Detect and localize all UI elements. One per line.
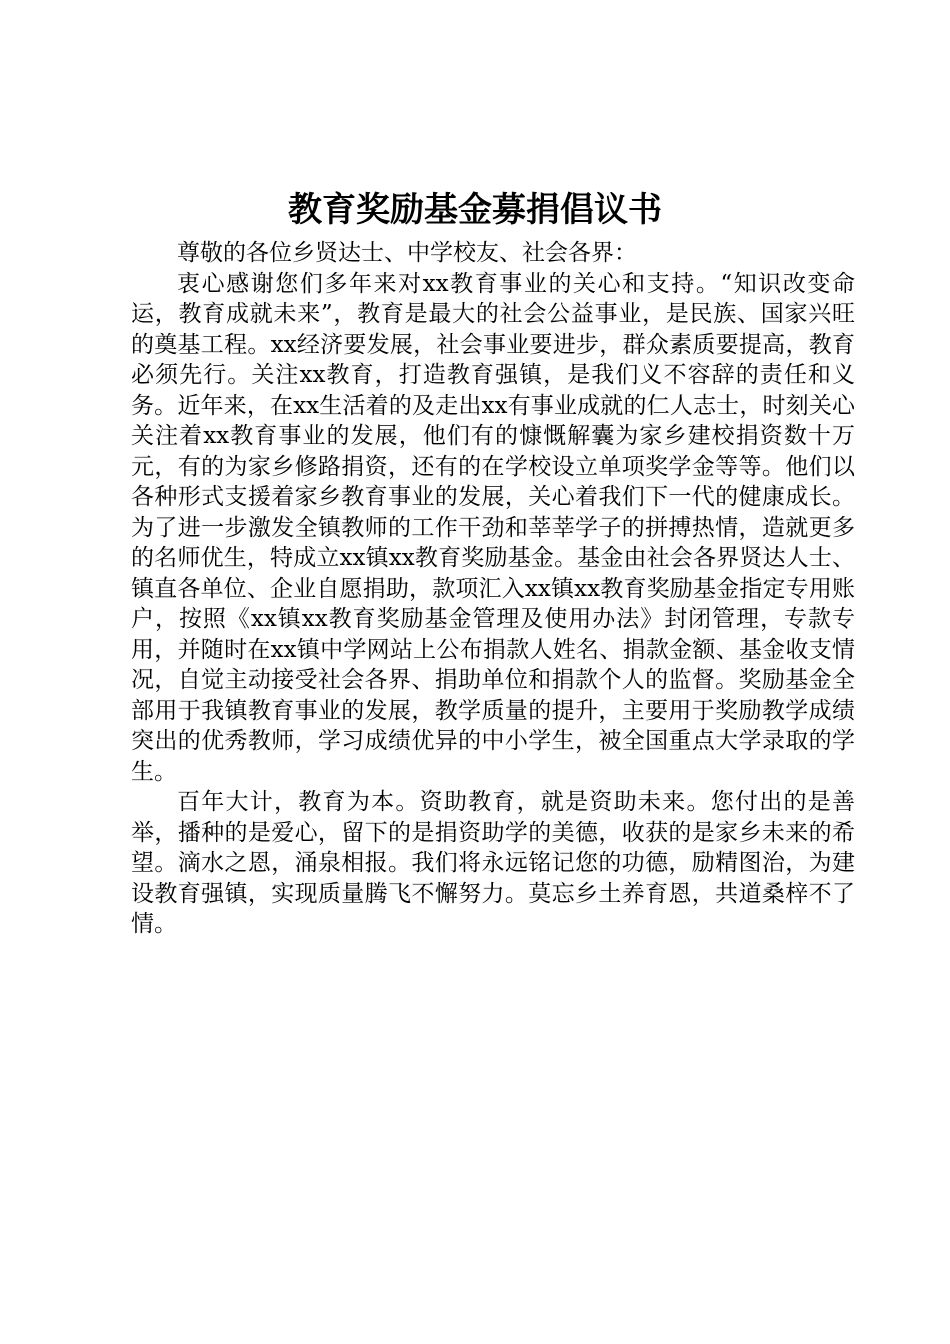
- paragraph-2: 百年大计，教育为本。资助教育，就是资助未来。您付出的是善举，播种的是爱心，留下的是捐资助学的美德，收获的是家乡未来的希望。滴水之恩，涌泉相报。我们将永远铭记您的功德，励精图治，为建设教育强镇，实现质量腾飞不懈努力。莫忘乡土养育恩，共道桑梓不了情。: [131, 789, 855, 937]
- document-title: 教育奖励基金募捐倡议书: [288, 190, 662, 230]
- salutation: 尊敬的各位乡贤达士、中学校友、社会各界：: [177, 240, 637, 266]
- paragraph-1: 衷心感谢您们多年来对xx教育事业的关心和支持。“知识改变命运，教育成就未来”，教育是最大的社会公益事业，是民族、国家兴旺的奠基工程。xx经济要发展，社会事业要进步，群众素质要提高，教育必须先行。关注xx教育，打造教育强镇，是我们义不容辞的责任和义务。近年来，在xx生活着的及走出xx有事业成就的仁人志士，时刻关心关注着xx教育事业的发展，他们有的慷慨解囊为家乡建校捐资数十万元，有的为家乡修路捐资，还有的在学校设立单项奖学金等等。他们以各种形式支援着家乡教育事业的发展，关心着我们下一代的健康成长。为了进一步激发全镇教师的工作干劲和莘莘学子的拼搏热情，造就更多的名师优生，特成立xx镇xx教育奖励基金。基金由社会各界贤达人士、镇直各单位、企业自愿捐助，款项汇入xx镇xx教育奖励基金指定专用账户，按照《xx镇xx教育奖励基金管理及使用办法》封闭管理，专款专用，并随时在xx镇中学网站上公布捐款人姓名、捐款金额、基金收支情况，自觉主动接受社会各界、捐助单位和捐款个人的监督。奖励基金全部用于我镇教育事业的发展，教学质量的提升，主要用于奖励教学成绩突出的优秀教师，学习成绩优异的中小学生，被全国重点大学录取的学生。: [131, 270, 855, 785]
- document-body: [131, 238, 855, 940]
